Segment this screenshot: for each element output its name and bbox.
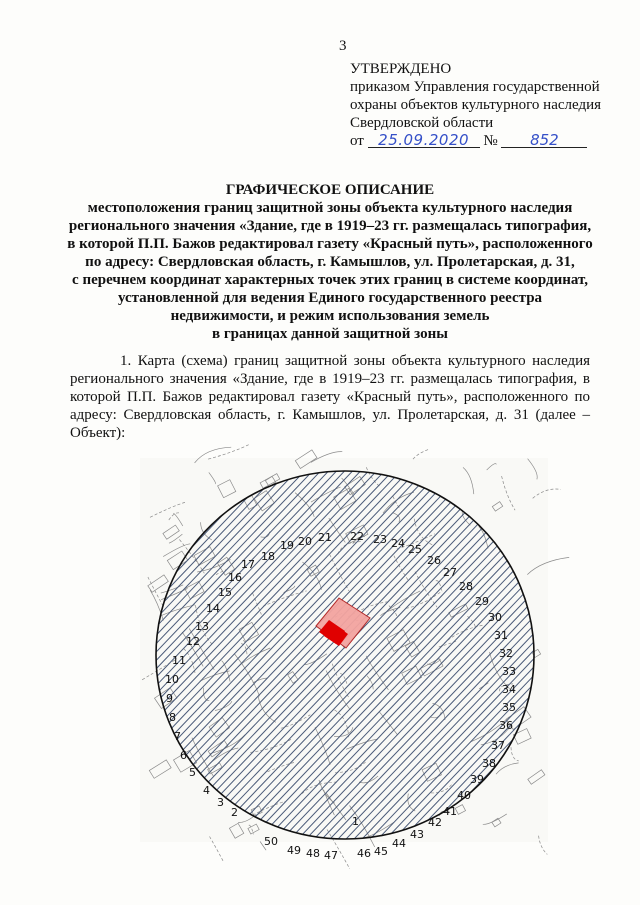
- boundary-point-20: 20: [298, 535, 312, 548]
- boundary-point-34: 34: [502, 683, 516, 696]
- boundary-point-15: 15: [218, 586, 232, 599]
- boundary-point-33: 33: [502, 665, 516, 678]
- number-prefix: №: [483, 133, 498, 149]
- boundary-point-39: 39: [470, 773, 484, 786]
- boundary-point-47: 47: [324, 849, 338, 862]
- boundary-point-40: 40: [457, 789, 471, 802]
- boundary-point-21: 21: [318, 531, 332, 544]
- boundary-point-17: 17: [241, 558, 255, 571]
- boundary-point-46: 46: [357, 847, 371, 860]
- boundary-point-18: 18: [261, 550, 275, 563]
- section-1-paragraph: [70, 352, 590, 442]
- boundary-point-41: 41: [443, 805, 457, 818]
- title-line: недвижимости, и режим использования земель: [170, 308, 490, 324]
- boundary-point-2: 2: [231, 806, 238, 819]
- boundary-point-9: 9: [166, 692, 173, 705]
- document-title: [60, 181, 600, 343]
- page-number: 3: [339, 38, 347, 54]
- title-line: местоположения границ защитной зоны объекта культурного наследия: [87, 200, 573, 216]
- boundary-point-36: 36: [499, 719, 513, 732]
- boundary-point-14: 14: [206, 602, 220, 615]
- boundary-point-27: 27: [443, 566, 457, 579]
- boundary-point-49: 49: [287, 844, 301, 857]
- approval-heading: УТВЕРЖДЕНО: [350, 61, 452, 77]
- boundary-point-32: 32: [499, 647, 513, 660]
- boundary-point-30: 30: [488, 611, 502, 624]
- paragraph-text: 1. Карта (схема) границ защитной зоны объекта культурного наследия регионального значения «Здание, где в 1919–23 гг. размещалась типография, в которой П.П. Бажов редактировал газету «Красный путь», расположенного по адресу: Свердловская область, г. Камышлов, ул. Пролетарская, д. 31 (далее – Объект):: [70, 353, 590, 441]
- boundary-point-4: 4: [203, 784, 210, 797]
- protection-zone-map: [140, 458, 548, 862]
- boundary-point-44: 44: [392, 837, 406, 850]
- boundary-point-38: 38: [482, 757, 496, 770]
- title-line: с перечнем координат характерных точек этих границ в системе координат,: [72, 272, 588, 288]
- boundary-point-6: 6: [180, 749, 187, 762]
- approval-line-1: приказом Управления государственной: [350, 79, 600, 95]
- boundary-point-23: 23: [373, 533, 387, 546]
- handwritten-order-number: 852: [501, 133, 587, 148]
- boundary-point-16: 16: [228, 571, 242, 584]
- boundary-point-48: 48: [306, 847, 320, 860]
- boundary-point-31: 31: [494, 629, 508, 642]
- date-prefix: от: [350, 133, 364, 149]
- boundary-point-10: 10: [165, 673, 179, 686]
- approval-date-line: [350, 132, 601, 150]
- title-line: регионального значения «Здание, где в 1919–23 гг. размещалась типография,: [68, 218, 592, 234]
- boundary-point-37: 37: [491, 739, 505, 752]
- map-drawing: [140, 458, 548, 862]
- boundary-point-43: 43: [410, 828, 424, 841]
- boundary-point-42: 42: [428, 816, 442, 829]
- title-line: по адресу: Свердловская область, г. Камышлов, ул. Пролетарская, д. 31,: [85, 254, 575, 270]
- title-line: установленной для ведения Единого государственного реестра: [117, 290, 543, 306]
- boundary-point-1: 1: [352, 815, 359, 828]
- boundary-point-28: 28: [459, 580, 473, 593]
- boundary-point-3: 3: [217, 796, 224, 809]
- boundary-point-11: 11: [172, 654, 186, 667]
- approval-line-2: охраны объектов культурного наследия: [350, 97, 602, 113]
- boundary-point-26: 26: [427, 554, 441, 567]
- boundary-point-7: 7: [174, 730, 181, 743]
- boundary-point-50: 50: [264, 835, 278, 848]
- boundary-point-22: 22: [350, 530, 364, 543]
- boundary-point-25: 25: [408, 543, 422, 556]
- boundary-point-29: 29: [475, 595, 489, 608]
- boundary-point-24: 24: [391, 537, 405, 550]
- boundary-point-45: 45: [374, 845, 388, 858]
- title-line: в границах данной защитной зоны: [212, 326, 448, 342]
- approval-stamp: [350, 60, 601, 150]
- boundary-point-19: 19: [280, 539, 294, 552]
- approval-line-3: Свердловской области: [350, 115, 494, 131]
- boundary-point-13: 13: [195, 620, 209, 633]
- title-line: в которой П.П. Бажов редактировал газету «Красный путь», расположенного: [67, 236, 593, 252]
- boundary-point-12: 12: [186, 635, 200, 648]
- title-main: ГРАФИЧЕСКОЕ ОПИСАНИЕ: [225, 182, 435, 198]
- boundary-point-35: 35: [502, 701, 516, 714]
- handwritten-date: 25.09.2020: [368, 133, 480, 148]
- boundary-point-5: 5: [189, 766, 196, 779]
- boundary-point-8: 8: [169, 711, 176, 724]
